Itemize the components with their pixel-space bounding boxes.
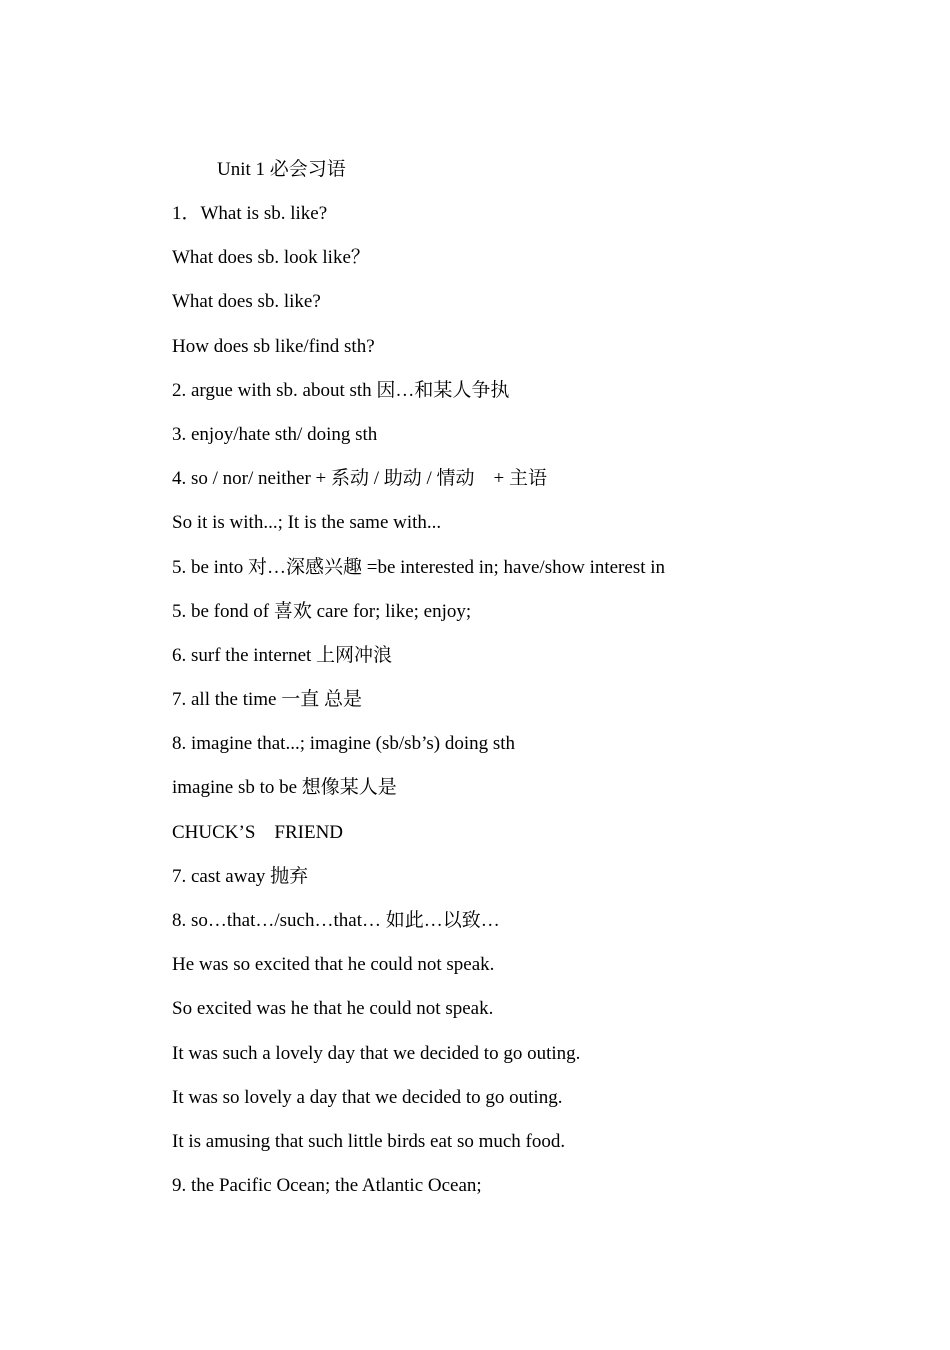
- text-line: What does sb. look like？: [172, 247, 370, 269]
- text-line: 5. be into 对…深感兴趣 =be interested in; have/show interest in: [172, 556, 666, 578]
- example-sentence: He was so excited that he could not speak.: [172, 954, 495, 976]
- text-line: So it is with...; It is the same with...: [172, 512, 442, 534]
- text-line: 7. cast away 抛弃: [172, 865, 309, 887]
- section-heading: CHUCK’S FRIEND: [172, 821, 344, 843]
- text-line: 3. enjoy/hate sth/ doing sth: [172, 423, 378, 445]
- phrase-list: [172, 202, 892, 1218]
- example-sentence: So excited was he that he could not speak.: [172, 998, 494, 1020]
- text-line: 6. surf the internet 上网冲浪: [172, 644, 393, 666]
- text-line: 2. argue with sb. about sth 因…和某人争执: [172, 379, 510, 401]
- example-sentence: It is amusing that such little birds eat so much food.: [172, 1130, 566, 1152]
- text-line: What does sb. like?: [172, 291, 321, 313]
- text-line: 8. so…that…/such…that… 如此…以致…: [172, 910, 500, 931]
- example-sentence: It was so lovely a day that we decided to go outing.: [172, 1086, 563, 1108]
- text-line: 9. the Pacific Ocean; the Atlantic Ocean;: [172, 1175, 482, 1197]
- text-line: 5. be fond of 喜欢 care for; like; enjoy;: [172, 600, 472, 622]
- text-line: 4. so / nor/ neither + 系动 / 助动 / 情动 + 主语: [172, 468, 548, 490]
- text-line: How does sb like/find sth?: [172, 335, 375, 357]
- text-line: imagine sb to be 想像某人是: [172, 777, 397, 799]
- unit-title: Unit 1 必会习语: [217, 159, 346, 180]
- text-line: 8. imagine that...; imagine (sb/sb’s) doing sth: [172, 733, 516, 755]
- text-line: 7. all the time 一直 总是: [172, 689, 362, 711]
- example-sentence: It was such a lovely day that we decided to go outing.: [172, 1042, 581, 1064]
- text-line: 1．What is sb. like?: [172, 203, 328, 224]
